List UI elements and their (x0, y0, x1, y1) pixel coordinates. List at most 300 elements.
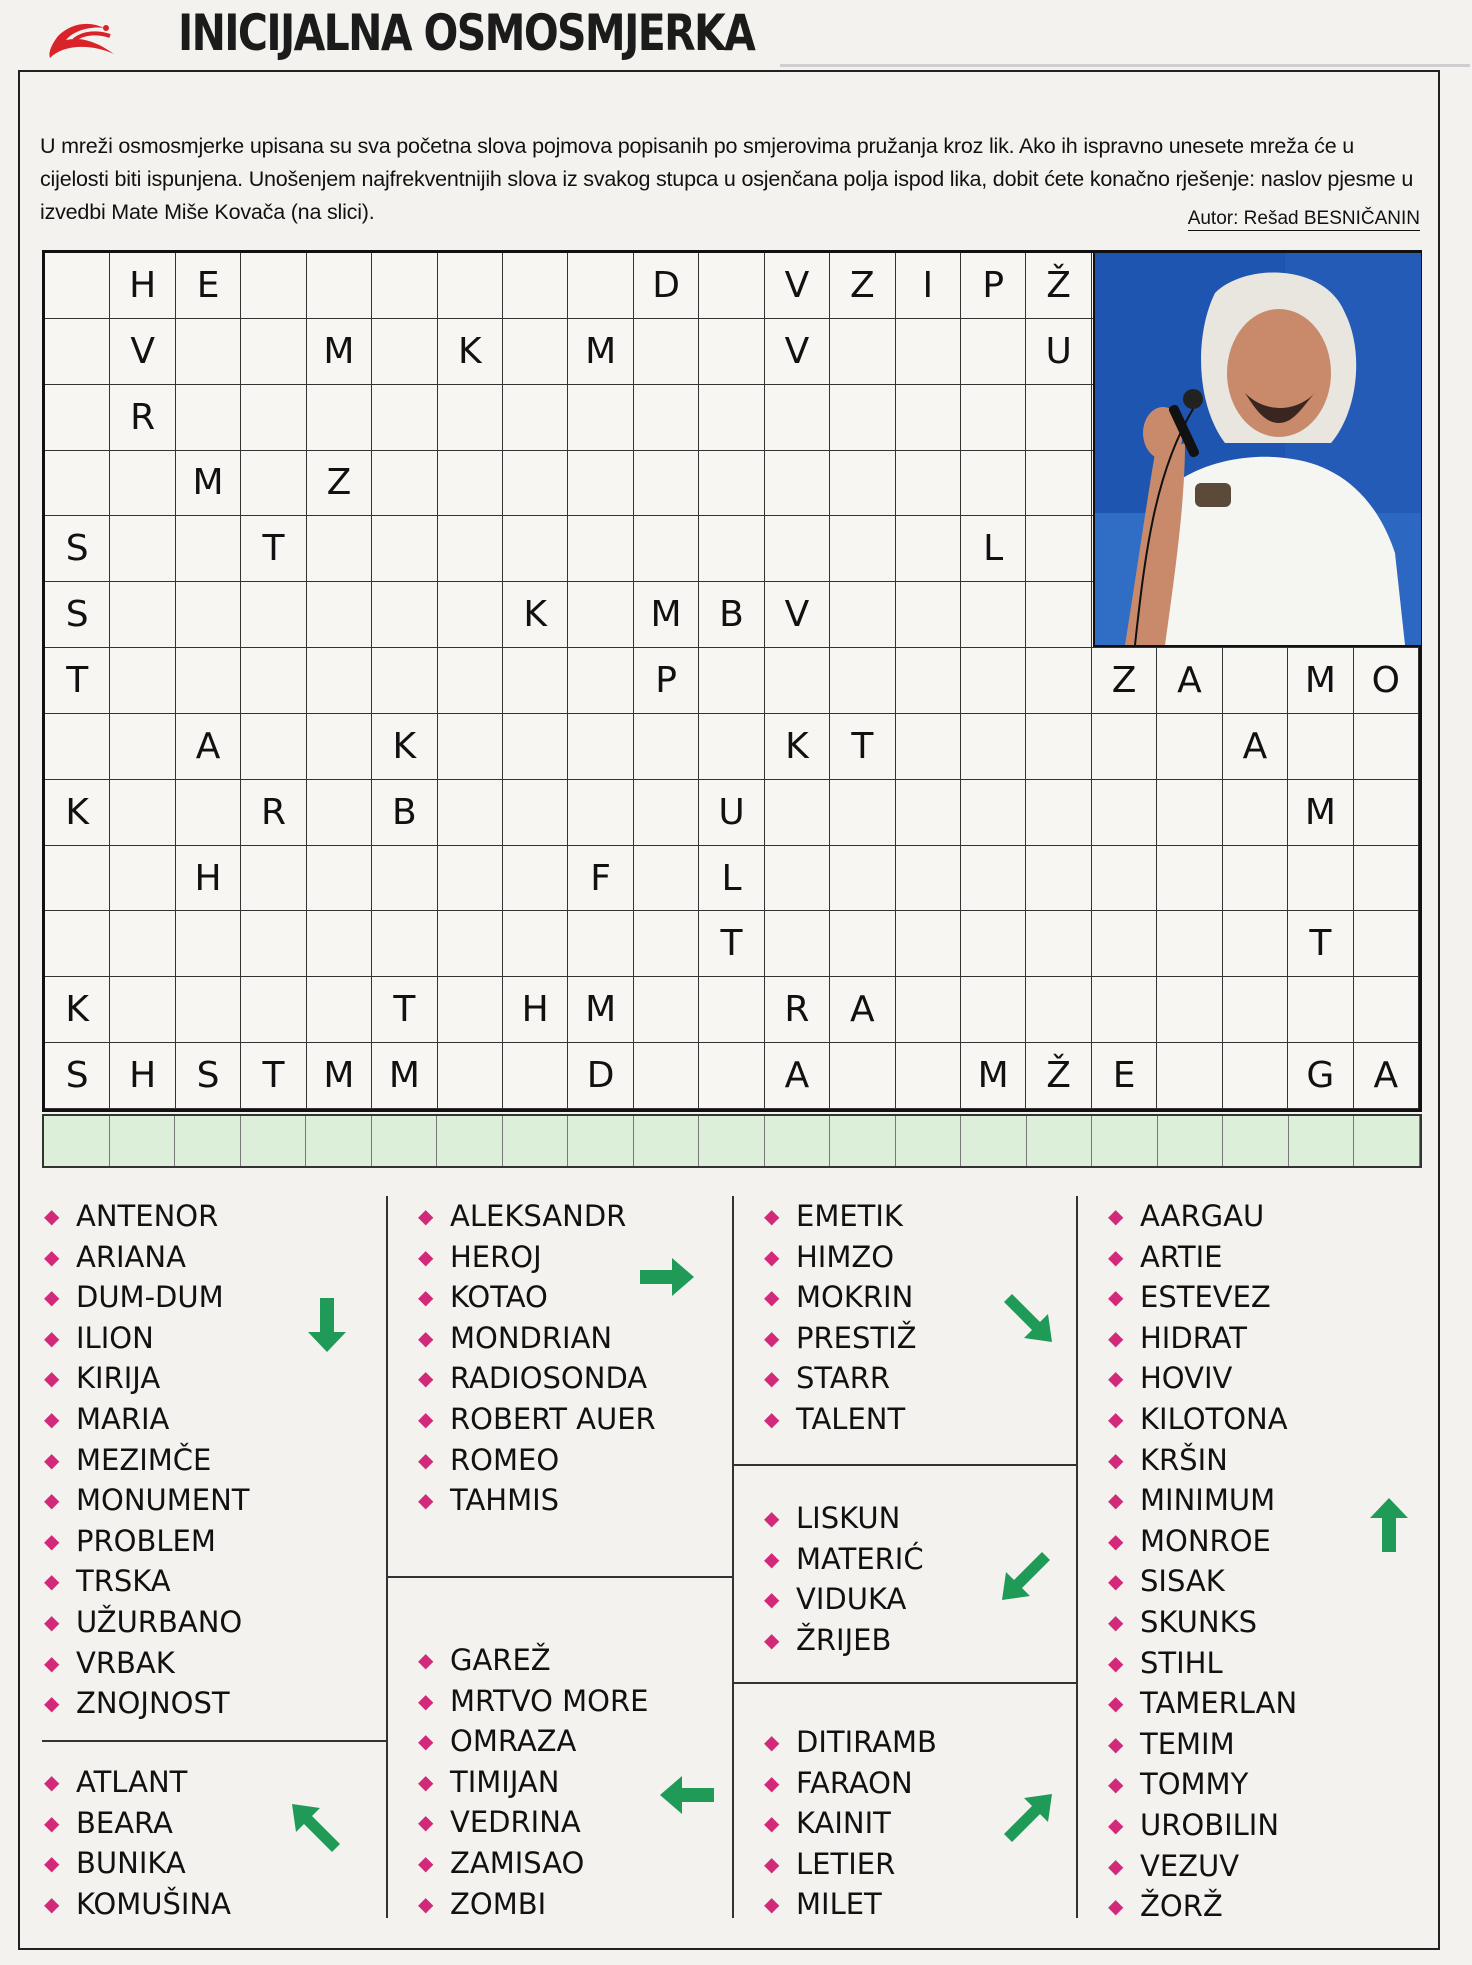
word-list-item (44, 1480, 250, 1521)
grid-cell[interactable] (503, 516, 568, 582)
grid-cell[interactable] (110, 582, 175, 648)
grid-cell[interactable] (634, 911, 699, 977)
grid-cell[interactable] (961, 451, 1026, 517)
grid-cell[interactable] (372, 319, 437, 385)
grid-cell[interactable] (765, 846, 830, 912)
grid-cell[interactable] (372, 648, 437, 714)
grid-cell[interactable] (699, 648, 764, 714)
solution-cell[interactable] (175, 1116, 241, 1166)
solution-cell[interactable] (1289, 1116, 1355, 1166)
grid-cell[interactable] (45, 911, 110, 977)
diamond-bullet-icon: ◆ (1108, 1488, 1124, 1513)
grid-cell[interactable]: H (110, 1043, 175, 1109)
grid-cell[interactable] (307, 714, 372, 780)
grid-cell[interactable]: B (372, 780, 437, 846)
grid-cell[interactable]: K (765, 714, 830, 780)
grid-cell[interactable] (307, 977, 372, 1043)
grid-cell[interactable]: M (568, 977, 633, 1043)
grid-cell[interactable] (568, 911, 633, 977)
grid-cell[interactable] (307, 911, 372, 977)
grid-cell[interactable] (961, 648, 1026, 714)
diamond-bullet-icon: ◆ (44, 1810, 60, 1835)
solution-cell[interactable] (1354, 1116, 1420, 1166)
grid-cell[interactable] (307, 253, 372, 319)
grid-cell[interactable]: M (307, 319, 372, 385)
grid-cell[interactable] (1026, 648, 1091, 714)
grid-cell[interactable] (438, 516, 503, 582)
grid-cell[interactable] (241, 385, 306, 451)
grid-cell[interactable] (307, 846, 372, 912)
grid-cell[interactable]: Z (1092, 648, 1157, 714)
grid-cell[interactable] (45, 319, 110, 385)
grid-cell[interactable] (830, 846, 895, 912)
grid-cell[interactable] (45, 451, 110, 517)
grid-cell[interactable]: M (307, 1043, 372, 1109)
singer-photo-image (1095, 253, 1421, 645)
grid-cell[interactable]: Z (307, 451, 372, 517)
grid-cell[interactable] (438, 648, 503, 714)
grid-cell[interactable] (45, 385, 110, 451)
grid-cell[interactable] (372, 451, 437, 517)
grid-cell[interactable] (241, 253, 306, 319)
grid-cell[interactable] (830, 319, 895, 385)
grid-cell[interactable] (1157, 1043, 1222, 1109)
word-label: TOMMY (1140, 1767, 1249, 1802)
grid-cell[interactable] (568, 582, 633, 648)
grid-cell[interactable] (110, 714, 175, 780)
grid-cell[interactable]: D (568, 1043, 633, 1109)
grid-cell[interactable] (241, 451, 306, 517)
arrow-up-left-icon (290, 1802, 344, 1856)
word-list-item (44, 1683, 250, 1724)
grid-cell[interactable]: V (765, 253, 830, 319)
grid-cell[interactable]: L (961, 516, 1026, 582)
grid-cell[interactable] (568, 516, 633, 582)
grid-cell[interactable] (1157, 911, 1222, 977)
word-label: ANTENOR (76, 1199, 219, 1233)
grid-cell[interactable] (830, 1043, 895, 1109)
grid-cell[interactable] (1026, 451, 1091, 517)
grid-cell[interactable] (438, 780, 503, 846)
grid-cell[interactable]: I (896, 253, 961, 319)
word-list-item (44, 1643, 250, 1684)
diamond-bullet-icon: ◆ (44, 1569, 60, 1594)
grid-cell[interactable] (896, 648, 961, 714)
grid-cell[interactable]: R (110, 385, 175, 451)
grid-cell[interactable] (438, 977, 503, 1043)
grid-cell[interactable]: T (1288, 911, 1353, 977)
word-label: DUM-DUM (76, 1280, 224, 1315)
solution-cell[interactable] (437, 1116, 503, 1166)
solution-cell[interactable] (634, 1116, 700, 1166)
grid-cell[interactable]: M (1288, 780, 1353, 846)
grid-cell[interactable] (568, 451, 633, 517)
solution-cell[interactable] (568, 1116, 634, 1166)
grid-cell[interactable] (634, 846, 699, 912)
grid-cell[interactable] (1354, 977, 1419, 1043)
word-column-3a (764, 1196, 917, 1440)
grid-cell[interactable] (1354, 911, 1419, 977)
grid-cell[interactable] (241, 846, 306, 912)
grid-cell[interactable] (45, 846, 110, 912)
grid-cell[interactable] (634, 319, 699, 385)
singer-photo (1093, 253, 1421, 647)
grid-cell[interactable] (568, 253, 633, 319)
grid-cell[interactable] (438, 911, 503, 977)
word-list-item (44, 1277, 250, 1318)
grid-cell[interactable]: P (961, 253, 1026, 319)
grid-cell[interactable]: T (830, 714, 895, 780)
grid-cell[interactable]: F (568, 846, 633, 912)
grid-cell[interactable]: A (830, 977, 895, 1043)
word-list-item (1108, 1480, 1297, 1521)
grid-cell[interactable] (568, 385, 633, 451)
grid-cell[interactable] (830, 451, 895, 517)
word-label: MILET (796, 1887, 882, 1922)
grid-cell[interactable] (372, 253, 437, 319)
grid-cell[interactable] (961, 319, 1026, 385)
grid-cell[interactable] (176, 385, 241, 451)
grid-cell[interactable] (765, 648, 830, 714)
grid-cell[interactable] (765, 516, 830, 582)
grid-cell[interactable] (699, 714, 764, 780)
grid-cell[interactable] (699, 319, 764, 385)
grid-cell[interactable] (830, 648, 895, 714)
grid-cell[interactable]: A (176, 714, 241, 780)
word-label: MINIMUM (1140, 1483, 1276, 1518)
grid-cell[interactable] (503, 648, 568, 714)
grid-cell[interactable] (110, 451, 175, 517)
grid-cell[interactable] (176, 977, 241, 1043)
grid-cell[interactable] (1026, 582, 1091, 648)
grid-cell[interactable] (896, 582, 961, 648)
solution-cell[interactable] (1092, 1116, 1158, 1166)
diamond-bullet-icon: ◆ (1108, 1244, 1124, 1269)
word-label: MONROE (1140, 1523, 1271, 1558)
grid-cell[interactable] (241, 977, 306, 1043)
solution-cell[interactable] (830, 1116, 896, 1166)
grid-cell[interactable]: R (241, 780, 306, 846)
grid-cell[interactable] (634, 1043, 699, 1109)
grid-cell[interactable] (372, 846, 437, 912)
grid-cell[interactable] (110, 780, 175, 846)
grid-cell[interactable] (1223, 648, 1288, 714)
solution-cell[interactable] (110, 1116, 176, 1166)
grid-cell[interactable]: Ž (1026, 1043, 1091, 1109)
grid-cell[interactable] (634, 451, 699, 517)
grid-cell[interactable] (896, 977, 961, 1043)
grid-cell[interactable] (896, 1043, 961, 1109)
grid-cell[interactable] (503, 253, 568, 319)
grid-cell[interactable] (110, 516, 175, 582)
grid-cell[interactable] (503, 319, 568, 385)
grid-cell[interactable] (830, 911, 895, 977)
grid-cell[interactable]: S (45, 582, 110, 648)
grid-cell[interactable] (961, 714, 1026, 780)
solution-cell[interactable] (503, 1116, 569, 1166)
grid-cell[interactable]: H (110, 253, 175, 319)
word-label: UROBILIN (1140, 1807, 1280, 1842)
grid-cell[interactable]: R (765, 977, 830, 1043)
grid-cell[interactable] (830, 780, 895, 846)
grid-cell[interactable] (1288, 846, 1353, 912)
solution-cell[interactable] (896, 1116, 962, 1166)
grid-cell[interactable] (1288, 714, 1353, 780)
grid-cell[interactable]: V (765, 319, 830, 385)
grid-cell[interactable] (1223, 780, 1288, 846)
grid-cell[interactable] (110, 911, 175, 977)
grid-cell[interactable]: S (176, 1043, 241, 1109)
grid-cell[interactable] (372, 582, 437, 648)
grid-cell[interactable] (1092, 911, 1157, 977)
grid-cell[interactable] (307, 582, 372, 648)
grid-cell[interactable] (830, 582, 895, 648)
grid-cell[interactable] (1354, 846, 1419, 912)
grid-cell[interactable] (961, 780, 1026, 846)
grid-cell[interactable] (961, 977, 1026, 1043)
grid-cell[interactable] (438, 451, 503, 517)
diamond-bullet-icon: ◆ (1108, 1325, 1124, 1350)
grid-cell[interactable] (1354, 780, 1419, 846)
solution-cell[interactable] (306, 1116, 372, 1166)
grid-cell[interactable] (699, 977, 764, 1043)
grid-cell[interactable]: K (372, 714, 437, 780)
grid-cell[interactable]: S (45, 516, 110, 582)
grid-cell[interactable] (1223, 1043, 1288, 1109)
grid-cell[interactable] (765, 911, 830, 977)
header-rule (780, 64, 1470, 67)
grid-cell[interactable] (699, 516, 764, 582)
word-list-item (44, 1561, 250, 1602)
grid-cell[interactable] (896, 451, 961, 517)
grid-cell[interactable] (1157, 780, 1222, 846)
word-list-item (764, 1196, 917, 1237)
grid-cell[interactable] (896, 516, 961, 582)
grid-cell[interactable] (110, 977, 175, 1043)
diamond-bullet-icon: ◆ (1108, 1853, 1124, 1878)
grid-cell[interactable] (1026, 977, 1091, 1043)
grid-cell[interactable] (568, 714, 633, 780)
grid-cell[interactable] (961, 911, 1026, 977)
grid-cell[interactable]: Z (830, 253, 895, 319)
solution-cell[interactable] (961, 1116, 1027, 1166)
word-column-3c (764, 1722, 937, 1925)
grid-cell[interactable] (438, 846, 503, 912)
grid-cell[interactable] (176, 582, 241, 648)
grid-cell[interactable] (241, 582, 306, 648)
grid-cell[interactable] (438, 385, 503, 451)
grid-cell[interactable] (1288, 977, 1353, 1043)
grid-cell[interactable]: E (176, 253, 241, 319)
grid-cell[interactable] (830, 516, 895, 582)
grid-cell[interactable] (1026, 911, 1091, 977)
grid-cell[interactable] (896, 714, 961, 780)
grid-cell[interactable]: K (45, 780, 110, 846)
grid-cell[interactable] (568, 648, 633, 714)
grid-cell[interactable] (438, 714, 503, 780)
grid-cell[interactable]: P (634, 648, 699, 714)
grid-cell[interactable]: K (438, 319, 503, 385)
grid-cell[interactable] (1223, 977, 1288, 1043)
grid-cell[interactable] (699, 385, 764, 451)
grid-cell[interactable] (896, 385, 961, 451)
grid-cell[interactable] (176, 911, 241, 977)
grid-cell[interactable]: T (241, 516, 306, 582)
grid-cell[interactable] (961, 846, 1026, 912)
grid-cell[interactable] (503, 714, 568, 780)
grid-cell[interactable] (1157, 714, 1222, 780)
grid-cell[interactable] (699, 451, 764, 517)
grid-cell[interactable] (438, 253, 503, 319)
grid-cell[interactable] (961, 582, 1026, 648)
grid-cell[interactable] (176, 516, 241, 582)
grid-cell[interactable] (307, 648, 372, 714)
word-list-item (418, 1318, 656, 1359)
grid-cell[interactable] (1092, 780, 1157, 846)
grid-cell[interactable]: L (699, 846, 764, 912)
grid-cell[interactable]: S (45, 1043, 110, 1109)
grid-cell[interactable]: U (1026, 319, 1091, 385)
grid-cell[interactable] (307, 516, 372, 582)
grid-cell[interactable]: K (45, 977, 110, 1043)
grid-cell[interactable]: H (503, 977, 568, 1043)
grid-cell[interactable]: M (372, 1043, 437, 1109)
grid-cell[interactable] (438, 582, 503, 648)
grid-cell[interactable] (568, 780, 633, 846)
grid-cell[interactable]: M (176, 451, 241, 517)
grid-cell[interactable] (699, 253, 764, 319)
word-list-item (764, 1763, 937, 1804)
grid-cell[interactable] (1157, 846, 1222, 912)
grid-cell[interactable] (1092, 977, 1157, 1043)
solution-cell[interactable] (1223, 1116, 1289, 1166)
grid-cell[interactable] (307, 385, 372, 451)
grid-cell[interactable] (1092, 846, 1157, 912)
grid-cell[interactable]: D (634, 253, 699, 319)
solution-cell[interactable] (1158, 1116, 1224, 1166)
grid-cell[interactable]: H (176, 846, 241, 912)
grid-cell[interactable]: M (634, 582, 699, 648)
grid-cell[interactable] (634, 516, 699, 582)
grid-cell[interactable] (1026, 385, 1091, 451)
solution-cell[interactable] (44, 1116, 110, 1166)
grid-cell[interactable]: T (45, 648, 110, 714)
solution-cell[interactable] (699, 1116, 765, 1166)
grid-cell[interactable] (45, 714, 110, 780)
arrow-up-icon (1362, 1498, 1416, 1552)
grid-cell[interactable]: A (1223, 714, 1288, 780)
grid-cell[interactable] (241, 319, 306, 385)
grid-cell[interactable] (241, 648, 306, 714)
grid-cell[interactable]: B (699, 582, 764, 648)
grid-cell[interactable]: T (241, 1043, 306, 1109)
grid-cell[interactable] (765, 451, 830, 517)
grid-cell[interactable] (176, 648, 241, 714)
diamond-bullet-icon: ◆ (44, 1447, 60, 1472)
grid-cell[interactable] (176, 319, 241, 385)
grid-cell[interactable] (699, 1043, 764, 1109)
grid-cell[interactable]: U (699, 780, 764, 846)
grid-cell[interactable] (45, 253, 110, 319)
grid-cell[interactable] (765, 385, 830, 451)
grid-cell[interactable] (438, 1043, 503, 1109)
word-label: VEDRINA (450, 1805, 581, 1840)
grid-cell[interactable] (1223, 911, 1288, 977)
grid-cell[interactable] (503, 780, 568, 846)
grid-cell[interactable]: Ž (1026, 253, 1091, 319)
grid-cell[interactable] (634, 714, 699, 780)
grid-cell[interactable] (896, 319, 961, 385)
grid-cell[interactable] (1026, 516, 1091, 582)
solution-cell[interactable] (765, 1116, 831, 1166)
grid-cell[interactable] (110, 648, 175, 714)
grid-cell[interactable] (307, 780, 372, 846)
grid-cell[interactable] (503, 451, 568, 517)
solution-cell[interactable] (372, 1116, 438, 1166)
grid-cell[interactable] (896, 780, 961, 846)
grid-cell[interactable] (961, 385, 1026, 451)
diamond-bullet-icon: ◆ (1108, 1406, 1124, 1431)
grid-cell[interactable]: E (1092, 1043, 1157, 1109)
grid-cell[interactable]: K (503, 582, 568, 648)
solution-cell[interactable] (1027, 1116, 1093, 1166)
grid-cell[interactable] (241, 714, 306, 780)
grid-cell[interactable] (765, 780, 830, 846)
grid-cell[interactable] (241, 911, 306, 977)
grid-cell[interactable] (503, 1043, 568, 1109)
grid-cell[interactable] (1223, 846, 1288, 912)
grid-cell[interactable] (503, 911, 568, 977)
author-credit: Autor: Rešad BESNIČANIN (1187, 208, 1420, 229)
grid-cell[interactable] (1026, 780, 1091, 846)
grid-cell[interactable]: A (1157, 648, 1222, 714)
grid-cell[interactable] (1354, 714, 1419, 780)
grid-cell[interactable] (372, 516, 437, 582)
grid-cell[interactable] (1026, 714, 1091, 780)
grid-cell[interactable]: A (1354, 1043, 1419, 1109)
grid-cell[interactable] (1092, 714, 1157, 780)
grid-cell[interactable]: M (961, 1043, 1026, 1109)
grid-cell[interactable] (1157, 977, 1222, 1043)
grid-cell[interactable] (176, 780, 241, 846)
grid-cell[interactable]: T (372, 977, 437, 1043)
grid-cell[interactable] (110, 846, 175, 912)
grid-cell[interactable] (634, 780, 699, 846)
grid-cell[interactable] (1026, 846, 1091, 912)
grid-cell[interactable]: G (1288, 1043, 1353, 1109)
grid-cell[interactable]: M (568, 319, 633, 385)
word-list-item (1108, 1521, 1297, 1562)
grid-cell[interactable] (634, 385, 699, 451)
grid-cell[interactable] (896, 911, 961, 977)
grid-cell[interactable] (503, 385, 568, 451)
grid-cell[interactable] (372, 911, 437, 977)
grid-cell[interactable]: A (765, 1043, 830, 1109)
grid-cell[interactable] (503, 846, 568, 912)
diamond-bullet-icon: ◆ (44, 1891, 60, 1916)
grid-cell[interactable]: V (765, 582, 830, 648)
grid-cell[interactable] (634, 977, 699, 1043)
word-label: STIHL (1140, 1645, 1223, 1680)
grid-cell[interactable]: V (110, 319, 175, 385)
grid-cell[interactable] (372, 385, 437, 451)
solution-cell[interactable] (241, 1116, 307, 1166)
grid-cell[interactable] (896, 846, 961, 912)
grid-cell[interactable]: M (1288, 648, 1353, 714)
grid-cell[interactable]: O (1354, 648, 1419, 714)
grid-cell[interactable] (830, 385, 895, 451)
grid-cell[interactable]: T (699, 911, 764, 977)
